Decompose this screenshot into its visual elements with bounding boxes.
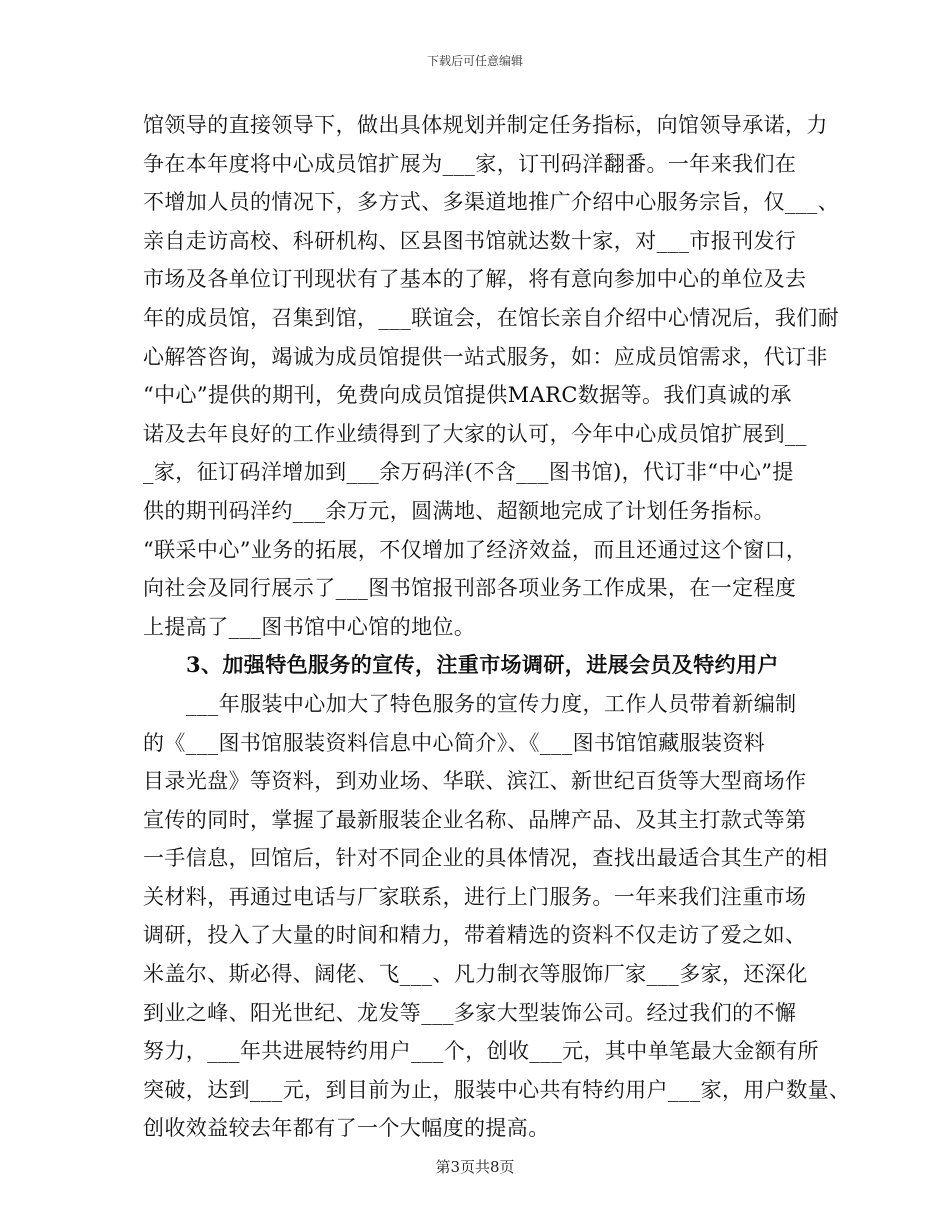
text-line: 向社会及同行展示了___图书馆报刊部各项业务工作成果，在一定程度 <box>143 576 797 601</box>
text-line: 突破，达到___元，到目前为止，服装中心共有特约用户___家，用户数量、 <box>143 1077 851 1102</box>
text-line: 亲自走访高校、科研机构、区县图书馆就达数十家，对___市报刊发行 <box>143 228 797 253</box>
text-line: 米盖尔、斯必得、阔佬、飞___、凡力制衣等服饰厂家___多家，还深化 <box>143 962 808 987</box>
text-line: 上提高了___图书馆中心馆的地位。 <box>143 614 476 639</box>
section-heading: 3、加强特色服务的宣传，注重市场调研，进展会员及特约用户 <box>186 652 779 678</box>
text-line: 供的期刊码洋约___余万元，圆满地、超额地完成了计划任务指标。 <box>143 498 775 523</box>
text-line: 市场及各单位订刊现状有了基本的了解，将有意向参加中心的单位及去 <box>143 267 807 292</box>
text-line: “中心”提供的期刊，免费向成员馆提供MARC数据等。我们真诚的承 <box>143 383 792 408</box>
text-line: ___年服装中心加大了特色服务的宣传力度，工作人员带着新编制 <box>186 691 797 716</box>
text-line: 的《___图书馆服装资料信息中心简介》、《___图书馆馆藏服装资料 <box>143 730 766 755</box>
text-line: 一手信息，回馆后，针对不同企业的具体情况，查找出最适合其生产的相 <box>143 846 828 871</box>
text-line: 争在本年度将中心成员馆扩展为___家，订刊码洋翻番。一年来我们在 <box>143 151 797 176</box>
text-line: 创收效益较去年都有了一个大幅度的提高。 <box>143 1116 550 1141</box>
text-line: 到业之峰、阳光世纪、龙发等___多家大型装饰公司。经过我们的不懈 <box>143 1000 797 1025</box>
page-number: 第3页共8页 <box>435 1158 515 1176</box>
text-line: 宣传的同时，掌握了最新服装企业名称、品牌产品、及其主打款式等第 <box>143 807 807 832</box>
text-line: 心解答咨询，竭诚为成员馆提供一站式服务，如：应成员馆需求，代订非 <box>143 344 828 369</box>
page-header: 下载后可任意编辑 <box>426 54 523 68</box>
text-line: 馆领导的直接领导下，做出具体规划并制定任务指标，向馆领导承诺，力 <box>143 113 828 137</box>
text-line: 关材料，再通过电话与厂家联系，进行上门服务。一年来我们注重市场 <box>143 884 807 909</box>
text-line: 目录光盘》等资料，到劝业场、华联、滨江、新世纪百货等大型商场作 <box>143 769 807 794</box>
text-line: 年的成员馆，召集到馆，___联谊会，在馆长亲自介绍中心情况后，我们耐 <box>143 305 840 330</box>
text-line: 诺及去年良好的工作业绩得到了大家的认可，今年中心成员馆扩展到__ <box>143 421 807 446</box>
document-body <box>143 106 851 1148</box>
text-line: 调研，投入了大量的时间和精力，带着精选的资料不仅走访了爱之如、 <box>143 923 807 948</box>
text-line: 努力，___年共进展特约用户___个，创收___元，其中单笔最大金额有所 <box>143 1039 819 1064</box>
text-line: 不增加人员的情况下，多方式、多渠道地推广介绍中心服务宗旨，仅___、 <box>143 190 840 215</box>
text-line: “联采中心”业务的拓展，不仅增加了经济效益，而且还通过这个窗口， <box>143 537 808 562</box>
text-line: _家，征订码洋增加到___余万码洋(不含___图书馆)，代订非“中心”提 <box>143 460 794 485</box>
